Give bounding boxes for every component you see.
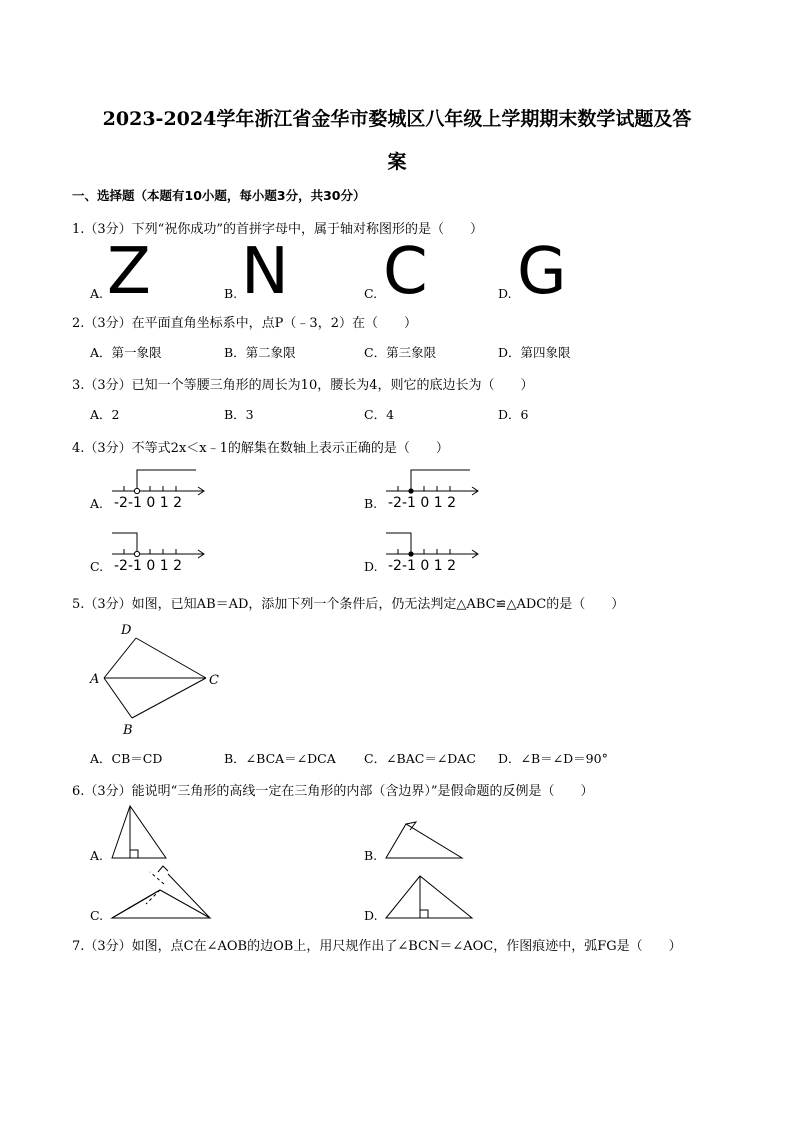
number-line-c-ticks: -2-1 0 1 2 <box>114 558 182 574</box>
question-4-stem: 4.（3分）不等式2x＜x﹣1的解集在数轴上表示正确的是（ ） <box>72 441 449 456</box>
point-label-a: A <box>90 672 100 687</box>
q6-option-d-label: D. <box>364 908 378 923</box>
point-label-c: C <box>209 673 219 688</box>
triangle-d <box>382 872 478 922</box>
option-d-label: D. <box>498 286 512 301</box>
q2-option-b: B．第二象限 <box>224 345 296 360</box>
number-line-d-ticks: -2-1 0 1 2 <box>388 558 456 574</box>
option-c-label: C. <box>364 286 378 301</box>
number-line-b <box>382 466 482 512</box>
q3-option-b: B．3 <box>224 407 254 422</box>
q4-option-c-label: C. <box>90 559 104 574</box>
option-a-label: A. <box>90 286 104 301</box>
question-1-stem: 1.（3分）下列“祝你成功”的首拼字母中，属于轴对称图形的是（ ） <box>72 222 483 237</box>
q5-option-b: B．∠BCA＝∠DCA <box>224 751 336 766</box>
q3-option-a: A．2 <box>90 407 120 422</box>
q5-option-c: C．∠BAC＝∠DAC <box>364 751 476 766</box>
question-3-stem: 3.（3分）已知一个等腰三角形的周长为10，腰长为4，则它的底边长为（ ） <box>72 378 534 393</box>
q6-option-a-label: A. <box>90 848 104 863</box>
q4-option-d-label: D. <box>364 559 378 574</box>
point-label-d: D <box>121 623 132 638</box>
q2-option-a: A．第一象限 <box>90 345 162 360</box>
question-5-stem: 5.（3分）如图，已知AB＝AD，添加下列一个条件后，仍无法判定△ABC≌△ADC的是（ ） <box>72 597 625 612</box>
q5-option-a: A．CB＝CD <box>90 751 163 766</box>
q4-option-a-label: A. <box>90 496 104 511</box>
q6-option-b-label: B. <box>364 848 378 863</box>
q2-option-c: C．第三象限 <box>364 345 437 360</box>
number-line-a-ticks: -2-1 0 1 2 <box>114 495 182 511</box>
option-d-letter: G <box>517 235 567 309</box>
option-b-letter: N <box>241 235 289 309</box>
q4-option-b-label: B. <box>364 496 378 511</box>
section-heading: 一、选择题（本题有10小题，每小题3分，共30分） <box>72 188 366 203</box>
number-line-a <box>108 466 208 512</box>
number-line-c <box>108 529 208 575</box>
document-title-line2: 案 <box>387 151 407 173</box>
question-6-stem: 6.（3分）能说明“三角形的高线一定在三角形的内部（含边界）”是假命题的反例是（ ） <box>72 784 594 799</box>
question-7-stem: 7.（3分）如图，点C在∠AOB的边OB上，用尺规作出了∠BCN＝∠AOC，作图痕迹中，弧FG是（ ） <box>72 939 682 954</box>
q6-option-c-label: C. <box>90 908 104 923</box>
option-c-letter: C <box>383 235 428 309</box>
q3-option-d: D．6 <box>498 407 529 422</box>
triangle-b <box>382 818 468 862</box>
point-label-b: B <box>123 723 133 738</box>
q5-option-d: D．∠B＝∠D＝90° <box>498 751 608 766</box>
question-2-stem: 2.（3分）在平面直角坐标系中，点P（﹣3，2）在（ ） <box>72 316 417 331</box>
document-title-line1: 2023-2024学年浙江省金华市婺城区八年级上学期期末数学试题及答 <box>102 108 692 130</box>
quadrilateral-abcd-figure <box>88 618 228 740</box>
option-a-letter: Z <box>107 235 151 309</box>
number-line-b-ticks: -2-1 0 1 2 <box>388 495 456 511</box>
number-line-d <box>382 529 482 575</box>
option-b-label: B. <box>224 286 238 301</box>
triangle-a <box>108 802 172 862</box>
triangle-c <box>108 864 216 922</box>
q3-option-c: C．4 <box>364 407 395 422</box>
q2-option-d: D．第四象限 <box>498 345 571 360</box>
